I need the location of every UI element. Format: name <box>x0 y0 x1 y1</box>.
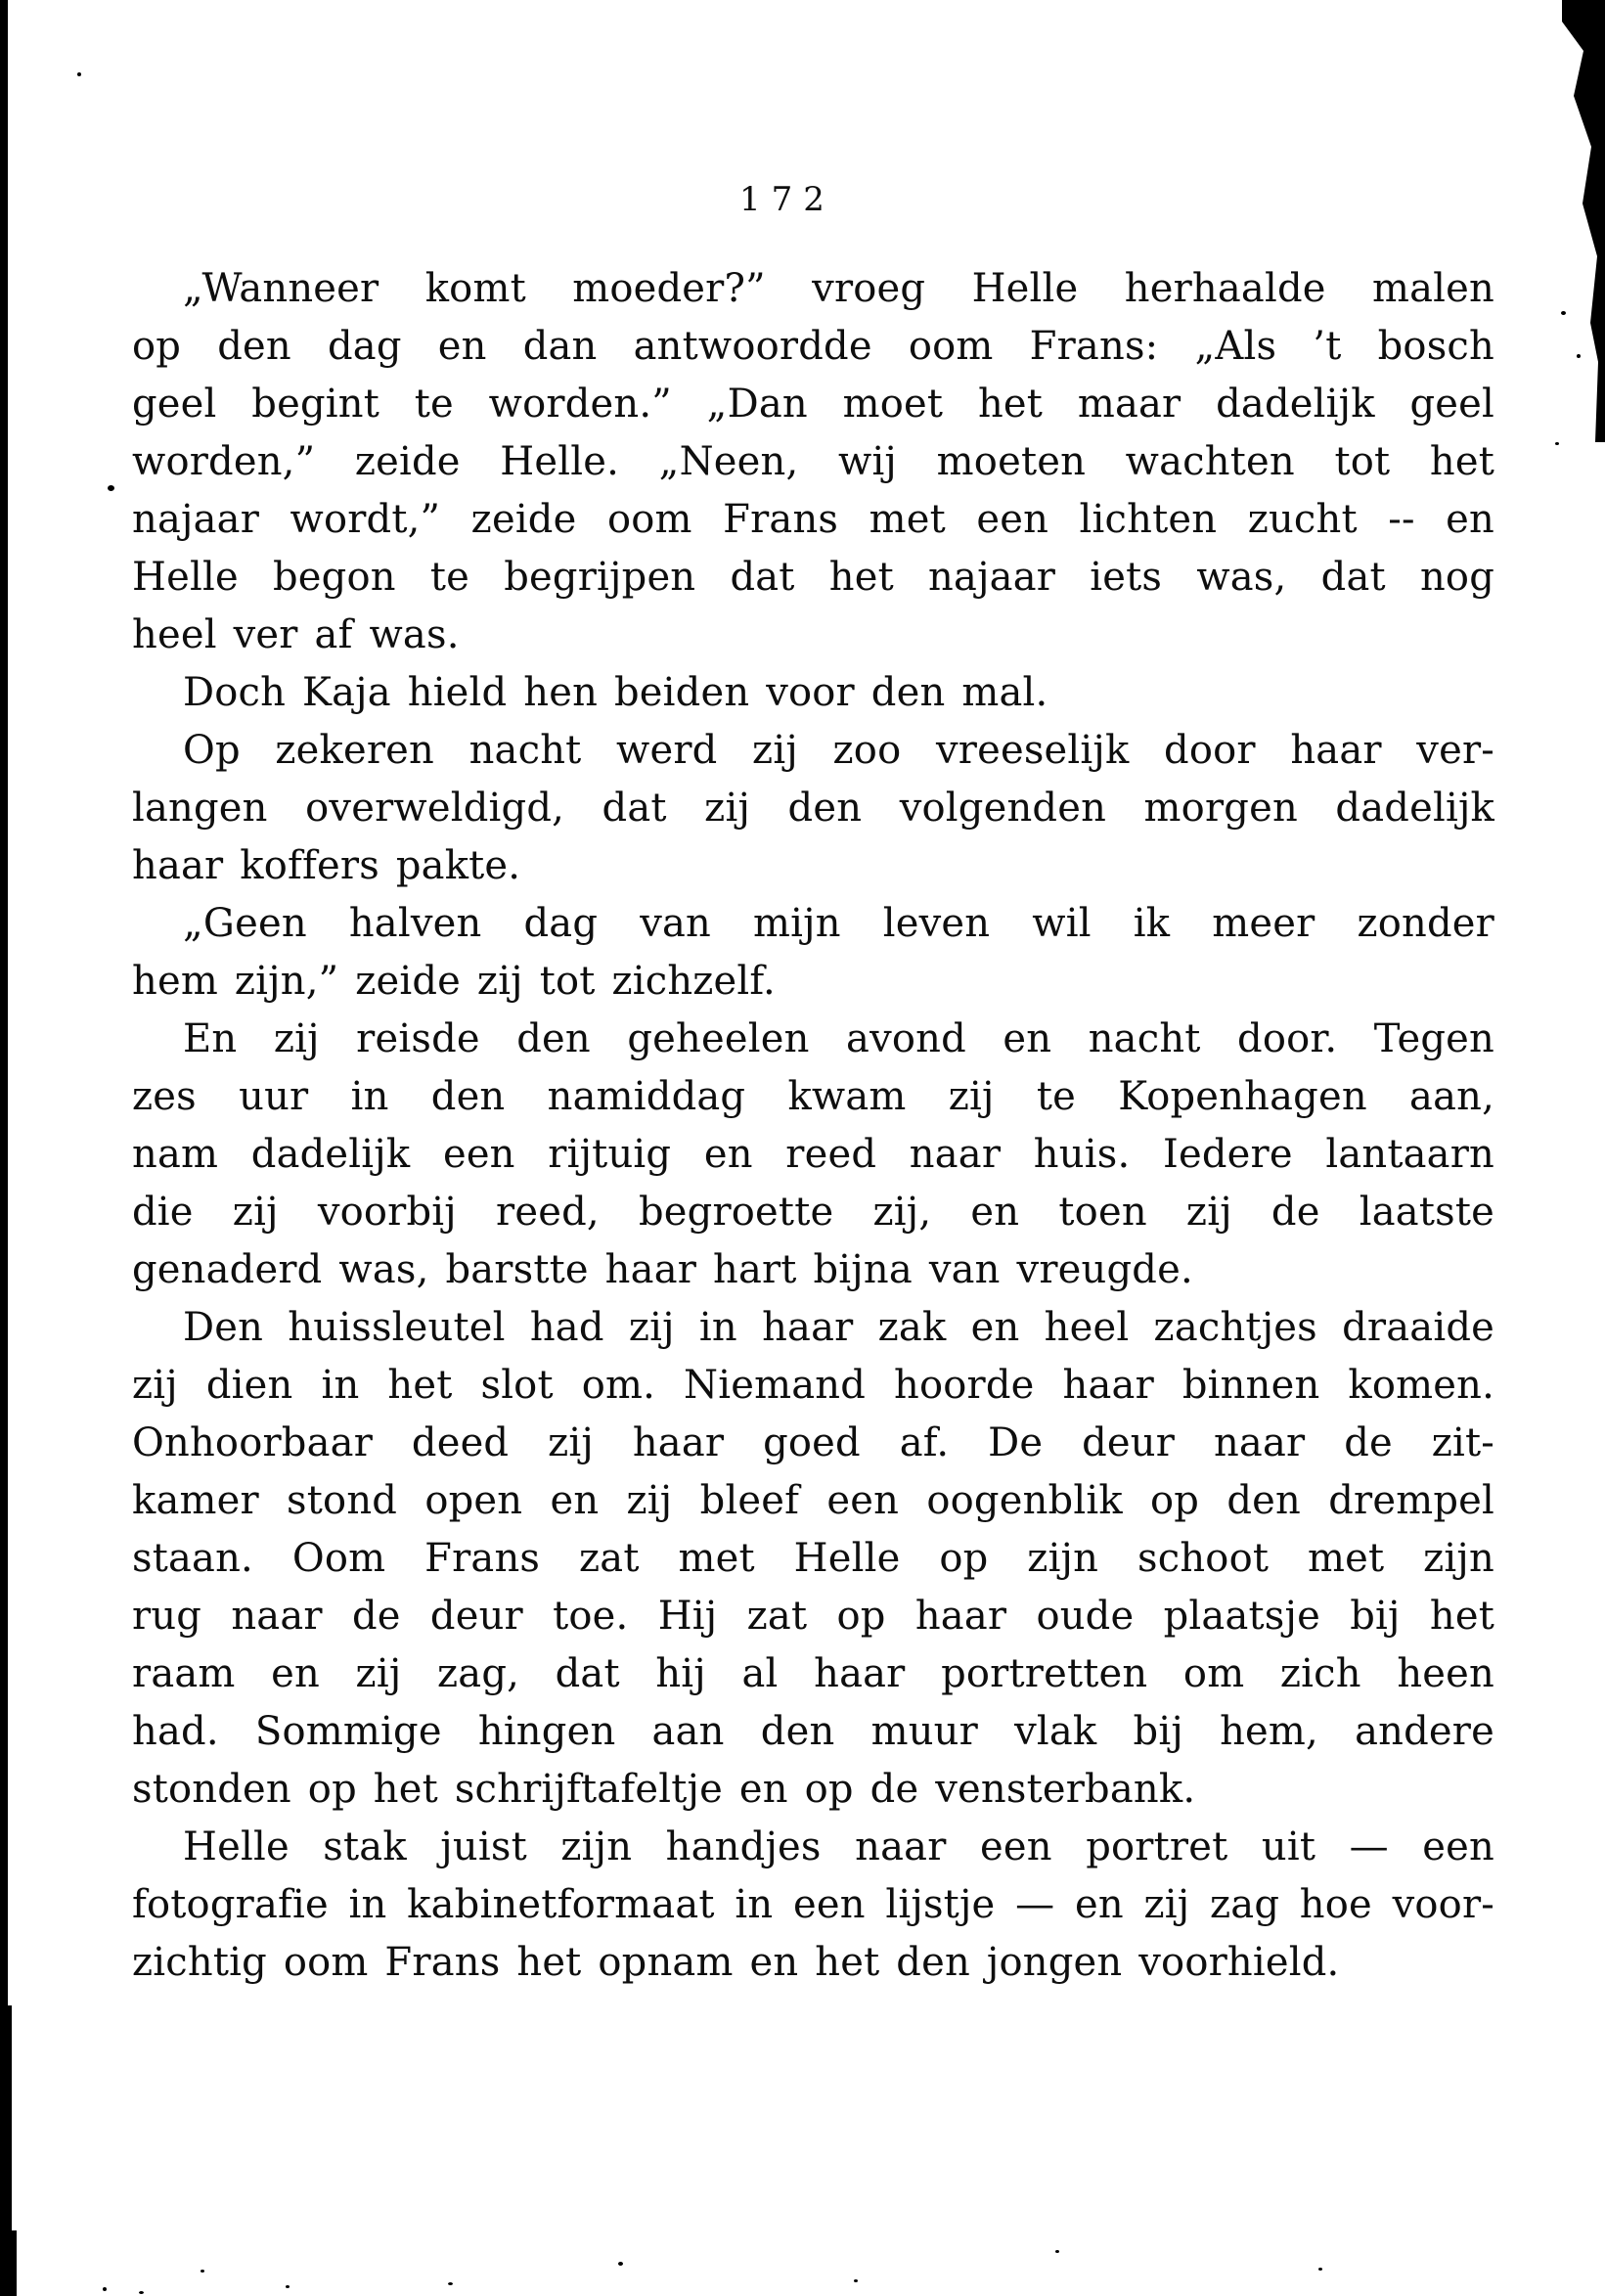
text-line: En zij reisde den geheelen avond en nacht door. Tegen <box>183 1016 1494 1061</box>
scan-speck <box>139 2291 144 2294</box>
paragraph <box>132 895 1494 1011</box>
page-number: 172 <box>739 180 835 219</box>
text-line: raam en zij zag, dat hij al haar portretten om zich heen <box>132 1651 1494 1696</box>
text-line: had. Sommige hingen aan den muur vlak bij hem, andere <box>132 1709 1494 1754</box>
text-line: staan. Oom Frans zat met Helle op zijn schoot met zijn <box>132 1536 1494 1581</box>
text-line: langen overweldigd, dat zij den volgenden morgen dadelijk <box>132 786 1494 831</box>
scan-speck <box>286 2285 290 2288</box>
text-line: „Wanneer komt moeder?” vroeg Helle herhaalde malen <box>183 266 1494 311</box>
scan-edge-left-artifact <box>0 0 8 2296</box>
text-line: „Geen halven dag van mijn leven wil ik meer zonder <box>183 901 1494 946</box>
text-line: op den dag en dan antwoordde oom Frans: „Als ’t bosch <box>132 324 1494 369</box>
paragraph <box>132 722 1494 895</box>
scan-speck <box>201 2270 204 2273</box>
text-line: heel ver af was. <box>132 612 460 657</box>
scan-speck <box>1577 354 1581 358</box>
scan-speck <box>77 72 81 76</box>
text-line: zichtig oom Frans het opnam en het den jongen voorhield. <box>132 1940 1340 1985</box>
scan-speck <box>854 2279 858 2282</box>
text-line: geel begint te worden.” „Dan moet het maar dadelijk geel <box>132 382 1494 427</box>
text-line: Helle stak juist zijn handjes naar een portret uit — een <box>183 1824 1494 1869</box>
text-line: rug naar de deur toe. Hij zat op haar oude plaatsje bij het <box>132 1594 1494 1639</box>
text-line: nam dadelijk een rijtuig en reed naar huis. Iedere lantaarn <box>132 1132 1494 1177</box>
text-line: kamer stond open en zij bleef een oogenblik op den drempel <box>132 1478 1494 1523</box>
text-line: haar koffers pakte. <box>132 843 521 888</box>
text-line: zij dien in het slot om. Niemand hoorde haar binnen komen. <box>132 1363 1494 1408</box>
scan-speck <box>1318 2268 1322 2271</box>
scan-speck <box>1055 2250 1059 2253</box>
text-line: najaar wordt,” zeide oom Frans met een lichten zucht -- en <box>132 497 1494 542</box>
scan-speck <box>103 2287 107 2291</box>
scan-speck <box>1561 311 1566 315</box>
paragraph <box>132 664 1494 722</box>
paragraph <box>132 1299 1494 1819</box>
text-line: zes uur in den namiddag kwam zij te Kopenhagen aan, <box>132 1074 1494 1119</box>
scan-speck <box>1555 442 1559 445</box>
paragraph <box>132 1819 1494 1992</box>
text-line: genaderd was, barstte haar hart bijna van vreugde. <box>132 1247 1193 1292</box>
text-line: hem zijn,” zeide zij tot zichzelf. <box>132 959 776 1004</box>
text-line: Doch Kaja hield hen beiden voor den mal. <box>183 670 1048 715</box>
paragraph <box>132 1011 1494 1299</box>
scan-speck <box>448 2282 453 2285</box>
scan-edge-left-artifact <box>0 2230 17 2296</box>
text-line: stonden op het schrijftafeltje en op de vensterbank. <box>132 1767 1196 1812</box>
text-line: die zij voorbij reed, begroette zij, en toen zij de laatste <box>132 1190 1494 1235</box>
scan-speck <box>618 2262 623 2266</box>
text-line: Onhoorbaar deed zij haar goed af. De deur naar de zit- <box>132 1420 1494 1465</box>
text-line: worden,” zeide Helle. „Neen, wij moeten wachten tot het <box>132 439 1494 484</box>
text-line: Helle begon te begrijpen dat het najaar iets was, dat nog <box>132 555 1494 600</box>
text-line: Op zekeren nacht werd zij zoo vreeselijk door haar ver- <box>183 728 1494 773</box>
text-line: Den huissleutel had zij in haar zak en heel zachtjes draaide <box>183 1305 1494 1350</box>
text-line: fotografie in kabinetformaat in een lijstje — en zij zag hoe voor- <box>132 1882 1494 1927</box>
scan-speck <box>108 485 114 491</box>
paragraph <box>132 260 1494 664</box>
scan-corner-top-right-artifact <box>1550 0 1605 442</box>
page-text <box>132 260 1494 1992</box>
